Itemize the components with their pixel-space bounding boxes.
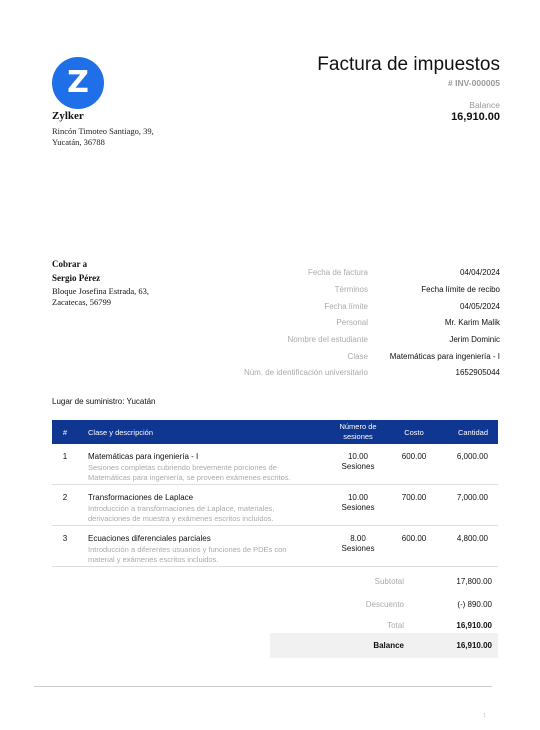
row-sessions-unit: Sesiones xyxy=(341,503,375,512)
meta-row-student-name xyxy=(200,335,500,347)
meta-row-terms xyxy=(200,285,500,297)
subtotal-label: Subtotal xyxy=(374,577,404,586)
row-title: Ecuaciones diferenciales parciales xyxy=(88,534,211,543)
row-sessions-unit: Sesiones xyxy=(341,544,375,553)
subtotal-row xyxy=(270,571,498,593)
balance-row-label: Balance xyxy=(373,641,404,650)
row-amount: 7,000.00 xyxy=(456,493,488,502)
row-sessions-value: 8.00 xyxy=(350,534,366,543)
bill-to-address-line1: Bloque Josefina Estrada, 63, xyxy=(52,286,150,296)
header-number: # xyxy=(62,427,68,437)
meta-row-class xyxy=(200,352,500,364)
meta-value: Fecha límite de recibo xyxy=(421,285,500,294)
row-title: Matemáticas para ingeniería - I xyxy=(88,452,199,461)
balance-label: Balance xyxy=(469,100,500,110)
row-sessions xyxy=(332,452,384,472)
company-address xyxy=(52,126,192,148)
items-table-header xyxy=(52,420,498,444)
balance-value: 16,910.00 xyxy=(451,111,500,123)
meta-label: Nombre del estudiante xyxy=(287,335,368,344)
row-cost: 700.00 xyxy=(401,493,427,502)
invoice-number: # INV-000005 xyxy=(448,78,500,88)
meta-value: Mr. Karim Malik xyxy=(444,318,500,327)
meta-label: Núm. de identificación universitario xyxy=(243,368,368,377)
subtotal-value: 17,800.00 xyxy=(456,577,492,586)
row-amount: 6,000.00 xyxy=(456,452,488,461)
row-description: Sesiones completas cubriendo brevemente porciones de Matemáticas para ingeniería, se proveen exámenes escritos. xyxy=(88,463,291,482)
bill-to-name: Sergio Pérez xyxy=(52,273,101,283)
header-cost: Costo xyxy=(404,427,424,437)
logo-letter: Z xyxy=(67,65,89,100)
meta-label: Personal xyxy=(336,318,368,327)
header-sessions-line2: sesiones xyxy=(343,432,373,441)
meta-value: Jerim Dominic xyxy=(449,335,500,344)
discount-value: (-) 890.00 xyxy=(457,600,492,609)
row-number: 3 xyxy=(62,534,68,543)
meta-value: 1652905044 xyxy=(455,368,500,377)
row-number: 1 xyxy=(62,452,68,461)
row-sessions-unit: Sesiones xyxy=(341,462,375,471)
row-sessions-value: 10.00 xyxy=(347,452,369,461)
table-row xyxy=(52,526,498,567)
discount-label: Descuento xyxy=(365,600,404,609)
page-number: 1 xyxy=(483,713,486,719)
company-logo xyxy=(52,57,104,109)
balance-row-value: 16,910.00 xyxy=(456,641,492,650)
row-amount: 4,800.00 xyxy=(456,534,488,543)
meta-row-invoice-date xyxy=(200,268,500,280)
row-description: Introducción a diferentes usuarios y funciones de PDEs con material y exámenes escritos incluidos. xyxy=(88,545,287,564)
total-value: 16,910.00 xyxy=(456,621,492,630)
header-amount: Cantidad xyxy=(457,427,488,437)
header-sessions xyxy=(332,420,384,444)
document-title: Factura de impuestos xyxy=(317,54,500,75)
meta-row-university-id xyxy=(200,368,500,380)
bill-to-address-line2: Zacatecas, 56799 xyxy=(52,297,111,307)
row-cost: 600.00 xyxy=(401,534,427,543)
row-number: 2 xyxy=(62,493,68,502)
row-sessions-value: 10.00 xyxy=(347,493,369,502)
table-row xyxy=(52,444,498,485)
row-title: Transformaciones de Laplace xyxy=(88,493,194,502)
header-description: Clase y descripción xyxy=(88,427,154,437)
meta-label: Clase xyxy=(347,352,368,361)
place-of-supply: Lugar de suministro: Yucatán xyxy=(52,397,156,406)
row-sessions xyxy=(332,534,384,554)
footer-divider xyxy=(34,686,492,687)
row-sessions xyxy=(332,493,384,513)
table-row xyxy=(52,485,498,526)
row-description: Introducción a transformaciones de Laplace, materiales, derivaciones de muestra y exámenes escritos incluidos. xyxy=(88,504,275,523)
meta-row-due-date xyxy=(200,302,500,314)
meta-label: Fecha límite xyxy=(324,302,368,311)
meta-value: Matemáticas para ingeniería - I xyxy=(389,352,500,361)
balance-row xyxy=(270,633,498,658)
bill-to-label: Cobrar a xyxy=(52,259,88,269)
meta-row-staff xyxy=(200,318,500,330)
meta-label: Términos xyxy=(334,285,368,294)
company-name: Zylker xyxy=(52,110,84,122)
company-address-line2: Yucatán, 36788 xyxy=(52,137,105,147)
header-sessions-line1: Número de xyxy=(339,422,377,431)
meta-label: Fecha de factura xyxy=(307,268,368,277)
company-address-line1: Rincón Timoteo Santiago, 39, xyxy=(52,126,154,136)
bill-to-address xyxy=(52,286,192,308)
total-label: Total xyxy=(387,621,404,630)
row-cost: 600.00 xyxy=(401,452,427,461)
meta-value: 04/05/2024 xyxy=(459,302,500,311)
discount-row xyxy=(270,594,498,616)
meta-value: 04/04/2024 xyxy=(459,268,500,277)
